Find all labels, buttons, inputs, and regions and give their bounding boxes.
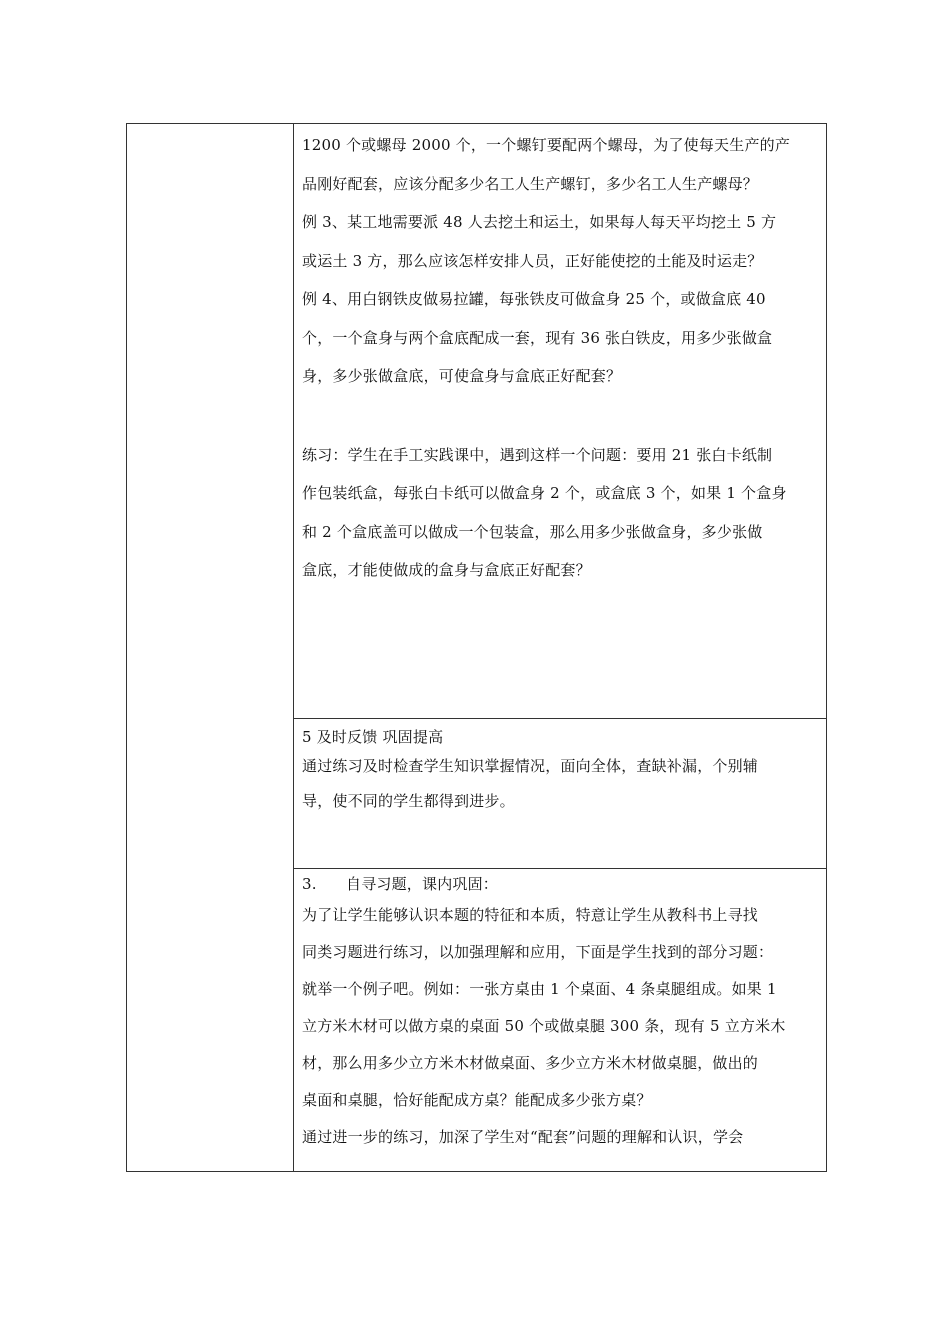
content-cell-feedback xyxy=(294,719,827,869)
text-line: 例 3、某工地需要派 48 人去挖土和运土，如果每人每天平均挖土 5 方 xyxy=(302,213,777,231)
text-line: 或运土 3 方，那么应该怎样安排人员，正好能使挖的土能及时运走？ xyxy=(302,251,763,270)
content-cell-exercises xyxy=(294,869,827,1172)
lesson-table xyxy=(126,123,827,1172)
text-line: 同类习题进行练习，以加强理解和应用，下面是学生找到的部分习题： xyxy=(302,943,774,961)
text-line: 作包装纸盒，每张白卡纸可以做盒身 2 个，或盒底 3 个，如果 1 个盒身 xyxy=(302,484,787,502)
text-line: 盒底，才能使做成的盒身与盒底正好配套？ xyxy=(302,561,591,579)
section-heading: 5 及时反馈 巩固提高 xyxy=(302,728,444,746)
text-line: 为了让学生能够认识本题的特征和本质，特意让学生从教科书上寻找 xyxy=(302,906,759,924)
text-line: 就举一个例子吧。例如：一张方桌由 1 个桌面、4 条桌腿组成。如果 1 xyxy=(302,980,777,998)
text-line: 身，多少张做盒底，可使盒身与盒底正好配套？ xyxy=(302,367,622,385)
text-line: 材，那么用多少立方米木材做桌面、多少立方米木材做桌腿，做出的 xyxy=(302,1054,759,1072)
section-heading xyxy=(302,871,818,897)
text-line: 和 2 个盒底盖可以做成一个包装盒，那么用多少张做盒身，多少张做 xyxy=(302,522,763,541)
table-row xyxy=(127,124,827,719)
text-line: 通过进一步的练习，加深了学生对“配套”问题的理解和认识，学会 xyxy=(302,1128,744,1146)
text-line: 通过练习及时检查学生知识掌握情况，面向全体，查缺补漏，个别辅 xyxy=(302,757,759,775)
text-line: 品刚好配套，应该分配多少名工人生产螺钉，多少名工人生产螺母？ xyxy=(302,174,759,193)
text-line: 导，使不同的学生都得到进步。 xyxy=(302,792,515,810)
text-line: 桌面和桌腿，恰好能配成方桌？能配成多少张方桌？ xyxy=(302,1091,652,1109)
text-line: 个，一个盒身与两个盒底配成一套，现有 36 张白铁皮，用多少张做盒 xyxy=(302,328,773,347)
content-cell-examples xyxy=(294,124,827,719)
text-line: 1200 个或螺母 2000 个，一个螺钉要配两个螺母，为了使每天生产的产 xyxy=(302,136,791,154)
text-line: 立方米木材可以做方桌的桌面 50 个或做桌腿 300 条，现有 5 立方米木 xyxy=(302,1017,786,1035)
left-column-cell xyxy=(127,124,294,1172)
text-line: 例 4、用白钢铁皮做易拉罐，每张铁皮可做盒身 25 个，或做盒底 40 xyxy=(302,290,766,308)
heading-number: 3. xyxy=(302,875,317,893)
text-line: 练习：学生在手工实践课中，遇到这样一个问题：要用 21 张白卡纸制 xyxy=(302,445,773,464)
heading-text: 自寻习题，课内巩固： xyxy=(346,875,499,893)
